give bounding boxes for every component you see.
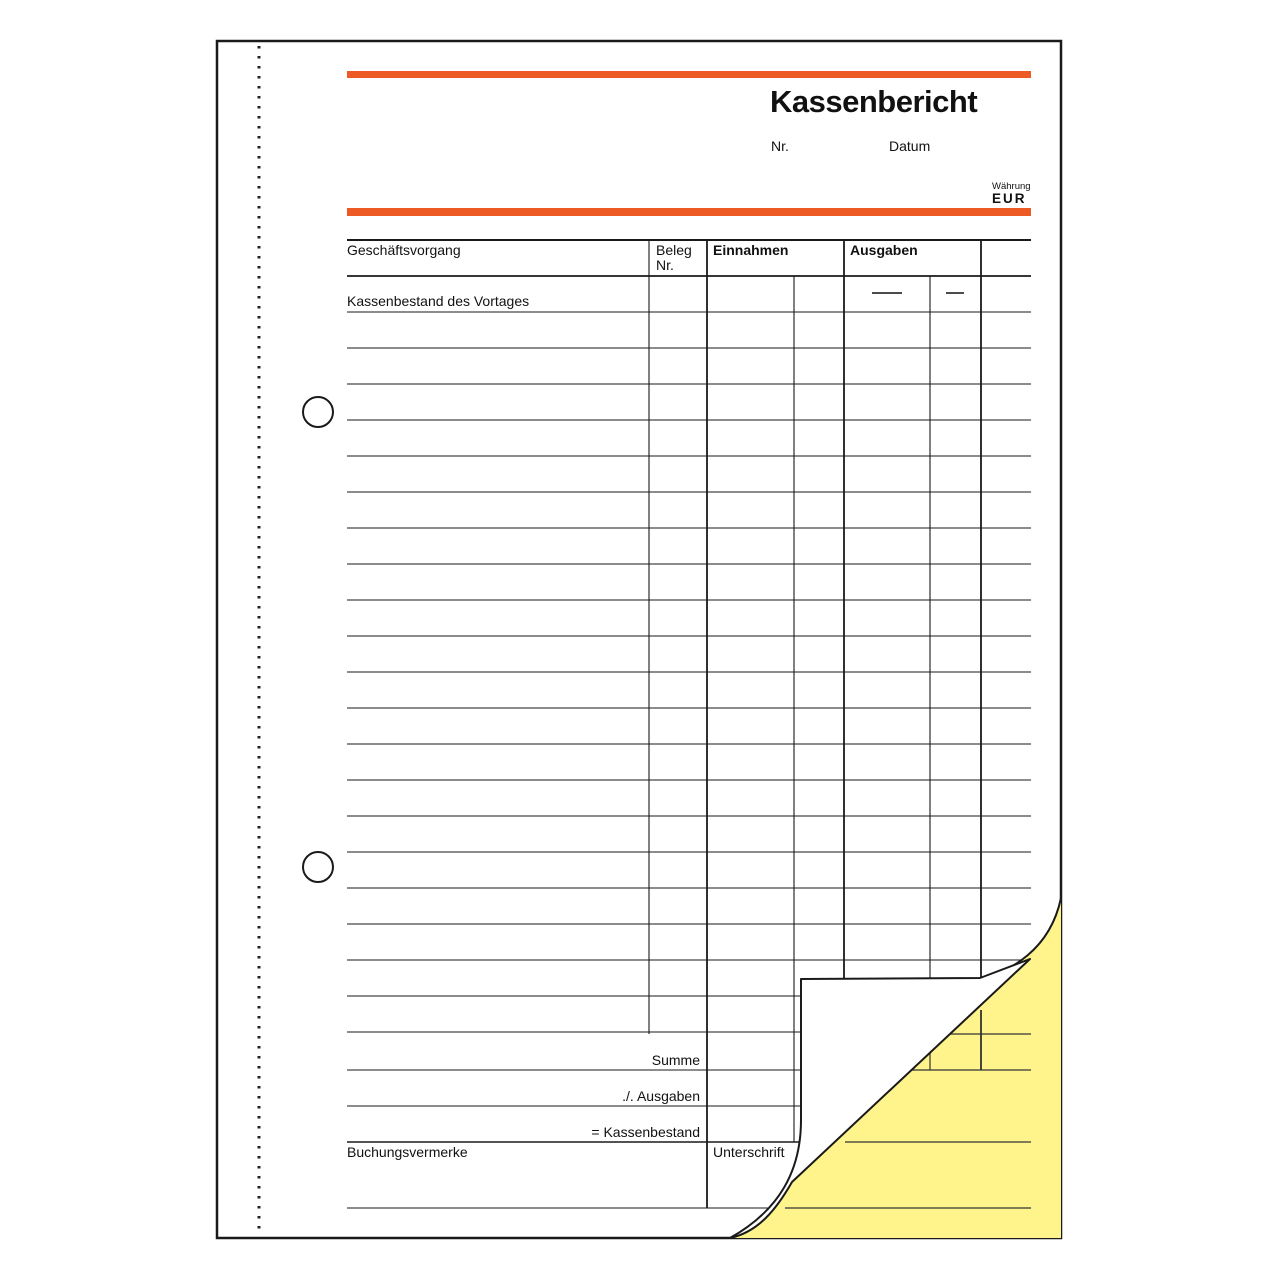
col-beleg-line1: Beleg: [656, 242, 692, 258]
punch-hole-top: [303, 397, 333, 427]
currency-label: Währung: [992, 181, 1031, 192]
summe-label: Summe: [651, 1052, 700, 1068]
col-beleg-line2: Nr.: [656, 257, 674, 273]
col-einnahmen: Einnahmen: [713, 242, 789, 258]
ausgaben-label: ./. Ausgaben: [622, 1088, 700, 1104]
datum-label: Datum: [889, 138, 931, 154]
col-ausgaben: Ausgaben: [850, 242, 918, 258]
buchungsvermerke-label: Buchungsvermerke: [347, 1144, 468, 1160]
col-geschaeftsvorgang: Geschäftsvorgang: [347, 242, 461, 258]
punch-hole-bottom: [303, 852, 333, 882]
accent-band-bottom: [347, 208, 1031, 216]
accent-band-top: [347, 71, 1031, 78]
first-row-label: Kassenbestand des Vortages: [347, 293, 530, 309]
unterschrift-label: Unterschrift: [713, 1144, 785, 1160]
form-title: Kassenbericht: [770, 84, 978, 119]
nr-label: Nr.: [771, 138, 789, 154]
currency-value: EUR: [992, 191, 1027, 206]
kassenbestand-label: = Kassenbestand: [591, 1124, 700, 1140]
